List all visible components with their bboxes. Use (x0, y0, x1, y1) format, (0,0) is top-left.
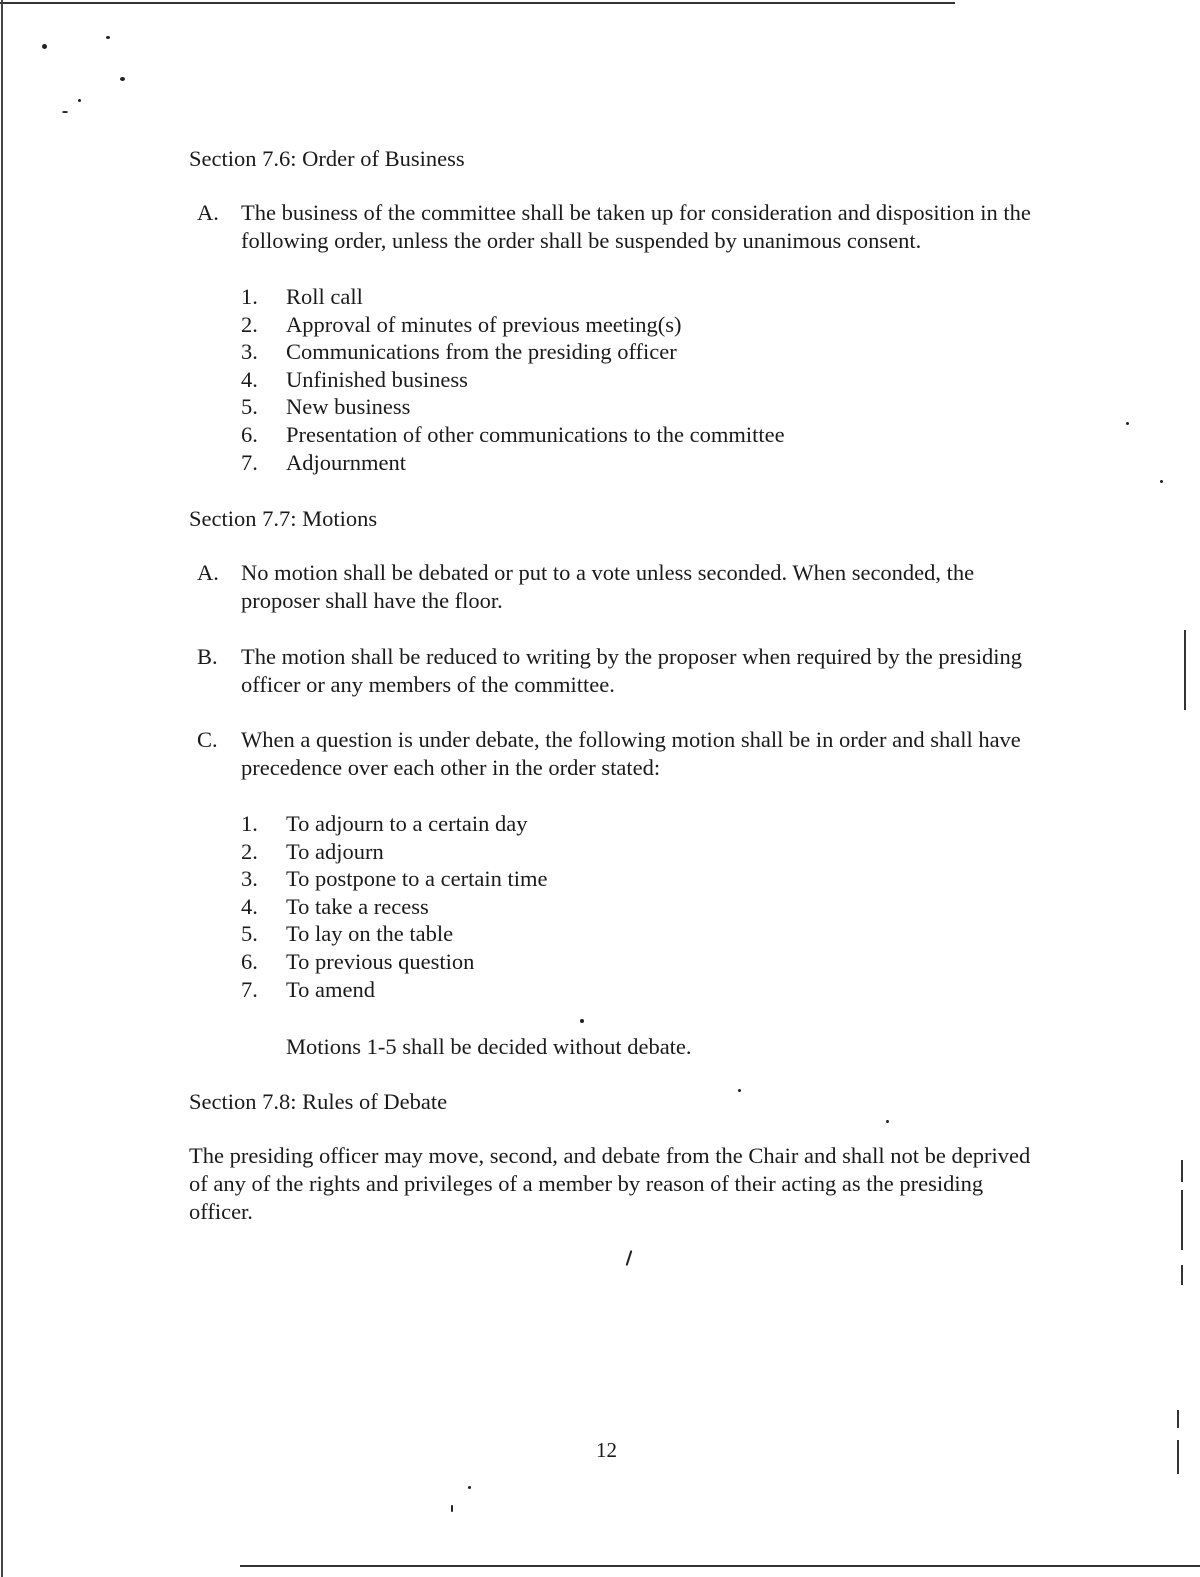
section-7-8-heading: Section 7.8: Rules of Debate (189, 1089, 448, 1114)
item-text: No motion shall be debated or put to a vote unless seconded. When seconded, the proposer shall have the floor. (241, 560, 975, 613)
list-item-number: 4. (241, 366, 258, 392)
item-letter: C. (197, 727, 218, 752)
scan-mark (1184, 630, 1186, 710)
list-item-label: Roll call (286, 284, 363, 309)
scan-edge-top (0, 2, 955, 4)
scan-mark (1181, 1265, 1183, 1285)
list-item-label: To adjourn to a certain day (286, 811, 528, 836)
list-item-label: Adjournment (286, 449, 406, 475)
list-item-number: 7. (241, 976, 258, 1002)
scan-speck (451, 1505, 453, 1512)
list-item-number: 4. (241, 893, 258, 919)
scan-speck (42, 44, 47, 49)
list-item-number: 2. (241, 311, 258, 337)
scan-mark (1181, 1160, 1183, 1182)
scan-speck (1160, 480, 1163, 483)
scan-speck (120, 77, 125, 81)
item-letter: A. (197, 560, 219, 585)
list-item-number: 1. (241, 811, 258, 836)
item-letter: A. (197, 200, 219, 225)
section-7-7-heading: Section 7.7: Motions (189, 506, 378, 531)
list-item-number: 1. (241, 284, 258, 309)
item-text: When a question is under debate, the following motion shall be in order and shall have precedence over each other in the order stated: (241, 727, 1021, 780)
scan-speck (580, 1019, 584, 1023)
list-item-number: 5. (241, 394, 258, 420)
item-text: The business of the committee shall be taken up for consideration and disposition in the following order, unless the order shall be suspended by unanimous consent. (241, 200, 1031, 253)
page-number: 12 (596, 1438, 617, 1462)
scan-speck (738, 1089, 741, 1092)
list-item-label: New business (286, 394, 411, 420)
scan-speck (1126, 422, 1129, 425)
section-7-6-heading: Section 7.6: Order of Business (189, 146, 465, 171)
scan-mark (1181, 1190, 1183, 1250)
list-item-number: 7. (241, 449, 258, 475)
list-item-number: 2. (241, 838, 258, 864)
list-item-label: Presentation of other communications to the committee (286, 421, 785, 447)
scan-edge-bottom (240, 1565, 1200, 1567)
item-letter: B. (197, 644, 218, 669)
motions-note: Motions 1-5 shall be decided without debate. (286, 1034, 692, 1059)
list-item-label: Communications from the presiding officer (286, 339, 677, 365)
scan-mark (1177, 1410, 1179, 1428)
scan-speck (62, 111, 68, 113)
scan-speck (886, 1120, 889, 1123)
list-item-label: To adjourn (286, 838, 384, 864)
list-item-number: 6. (241, 948, 258, 974)
scan-speck (78, 99, 81, 102)
list-item-label: To amend (286, 976, 376, 1002)
list-item-label: To lay on the table (286, 921, 454, 947)
list-item-label: To take a recess (286, 893, 429, 919)
scan-speck (106, 36, 110, 39)
list-item-number: 3. (241, 339, 258, 365)
list-item-label: To postpone to a certain time (286, 866, 548, 892)
list-item-label: Unfinished business (286, 366, 468, 392)
scan-speck (468, 1486, 471, 1489)
list-item-label: Approval of minutes of previous meeting(s) (286, 311, 682, 337)
section-7-8-paragraph: The presiding officer may move, second, and debate from the Chair and shall not be deprived of any of the rights and privileges of a member by reason of their acting as the presiding officer. (189, 1143, 1031, 1224)
list-item-number: 6. (241, 421, 258, 447)
scan-speck (626, 1250, 633, 1266)
scan-edge-left (1, 0, 3, 1577)
scan-mark (1177, 1440, 1179, 1474)
list-item-number: 3. (241, 866, 258, 892)
list-item-label: To previous question (286, 948, 475, 974)
item-text: The motion shall be reduced to writing by the proposer when required by the presiding officer or any members of the committee. (241, 644, 1023, 697)
list-item-number: 5. (241, 921, 258, 947)
